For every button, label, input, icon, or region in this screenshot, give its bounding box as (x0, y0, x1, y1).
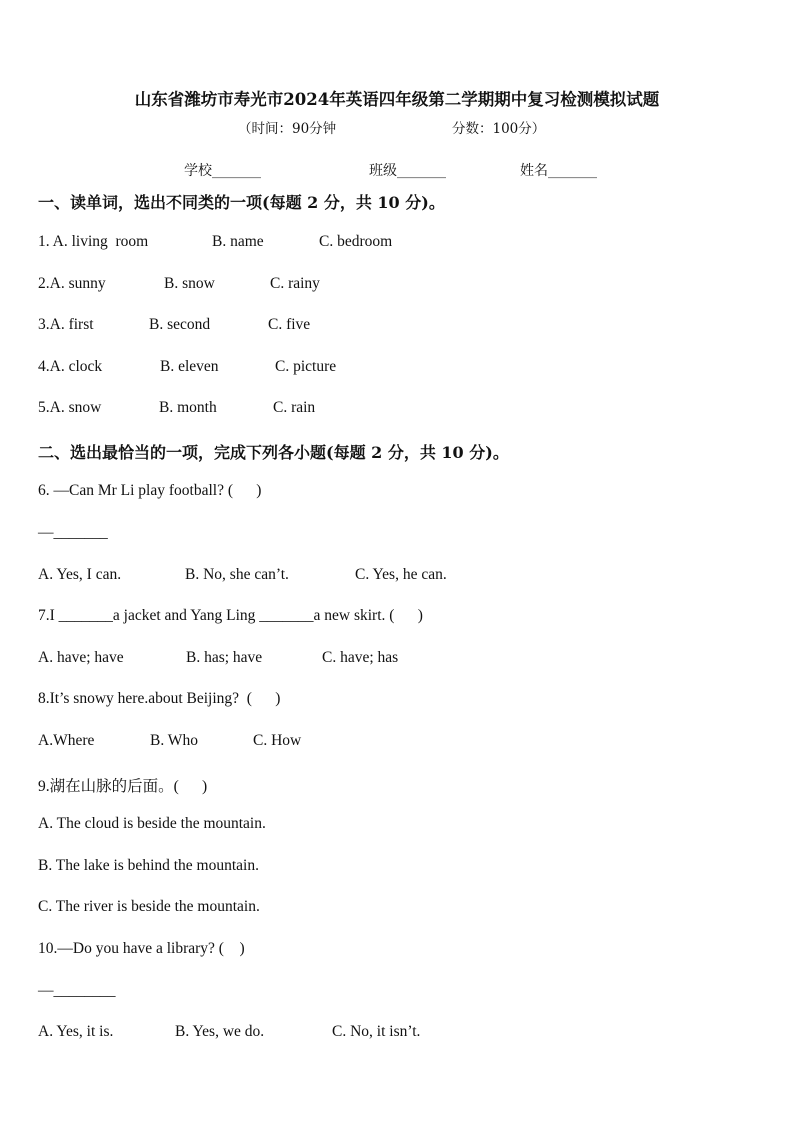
name-field: 姓名_______ (520, 163, 597, 179)
question-7-b: B. has; have (186, 649, 263, 666)
question-9-a: A. The cloud is beside the mountain. (38, 815, 266, 832)
question-5-c: C. rain (273, 399, 316, 416)
section1-heading: 一、读单词，选出不同类的一项(每题 2 分，共 10 分)。 (38, 193, 445, 212)
question-4-a: 4.A. clock (38, 358, 103, 375)
question-10-b: B. Yes, we do. (175, 1023, 265, 1040)
question-8-a: A.Where (38, 732, 95, 749)
question-2-a: 2.A. sunny (38, 275, 106, 292)
question-10-c: C. No, it isn’t. (332, 1023, 421, 1040)
question-8-c: C. How (253, 732, 302, 749)
question-2-c: C. rainy (270, 275, 320, 292)
question-4-b: B. eleven (160, 358, 219, 375)
question-2-b: B. snow (164, 275, 215, 292)
question-5-b: B. month (159, 399, 217, 416)
class-field: 班级_______ (369, 163, 446, 179)
question-3-c: C. five (268, 316, 311, 333)
question-10-stem: 10.—Do you have a library? ( ) (38, 940, 245, 957)
question-9-stem: 9.湖在山脉的后面。( ) (38, 778, 208, 795)
question-6-b: B. No, she can’t. (185, 566, 289, 583)
score-info: 分数：100分） (452, 121, 546, 137)
question-5-a: 5.A. snow (38, 399, 102, 416)
section2-heading: 二、选出最恰当的一项，完成下列各小题(每题 2 分，共 10 分)。 (38, 443, 509, 462)
question-6-answer-line: —_______ (38, 524, 108, 541)
question-1-b: B. name (212, 233, 264, 250)
question-6-a: A. Yes, I can. (38, 566, 122, 583)
question-7-stem: 7.I _______a jacket and Yang Ling _______a new skirt. ( ) (38, 607, 423, 624)
question-3-b: B. second (149, 316, 211, 333)
question-10-a: A. Yes, it is. (38, 1023, 114, 1040)
question-9-b: B. The lake is behind the mountain. (38, 857, 259, 874)
question-10-answer-line: —________ (38, 982, 116, 999)
question-8-b: B. Who (150, 732, 198, 749)
page-title: 山东省潍坊市寿光市2024年英语四年级第二学期期中复习检测模拟试题 (134, 90, 660, 109)
question-6-c: C. Yes, he can. (355, 566, 447, 583)
question-1-a: 1. A. living room (38, 233, 149, 250)
question-4-c: C. picture (275, 358, 337, 375)
school-field: 学校_______ (184, 163, 261, 179)
question-7-c: C. have; has (322, 649, 399, 666)
question-7-a: A. have; have (38, 649, 124, 666)
time-info: （时间：90分钟 (238, 121, 337, 137)
question-3-a: 3.A. first (38, 316, 94, 333)
question-9-c: C. The river is beside the mountain. (38, 898, 260, 915)
question-6-stem: 6. —Can Mr Li play football? ( ) (38, 482, 262, 499)
question-1-c: C. bedroom (319, 233, 393, 250)
question-8-stem: 8.It’s snowy here.about Beijing? ( ) (38, 690, 281, 707)
